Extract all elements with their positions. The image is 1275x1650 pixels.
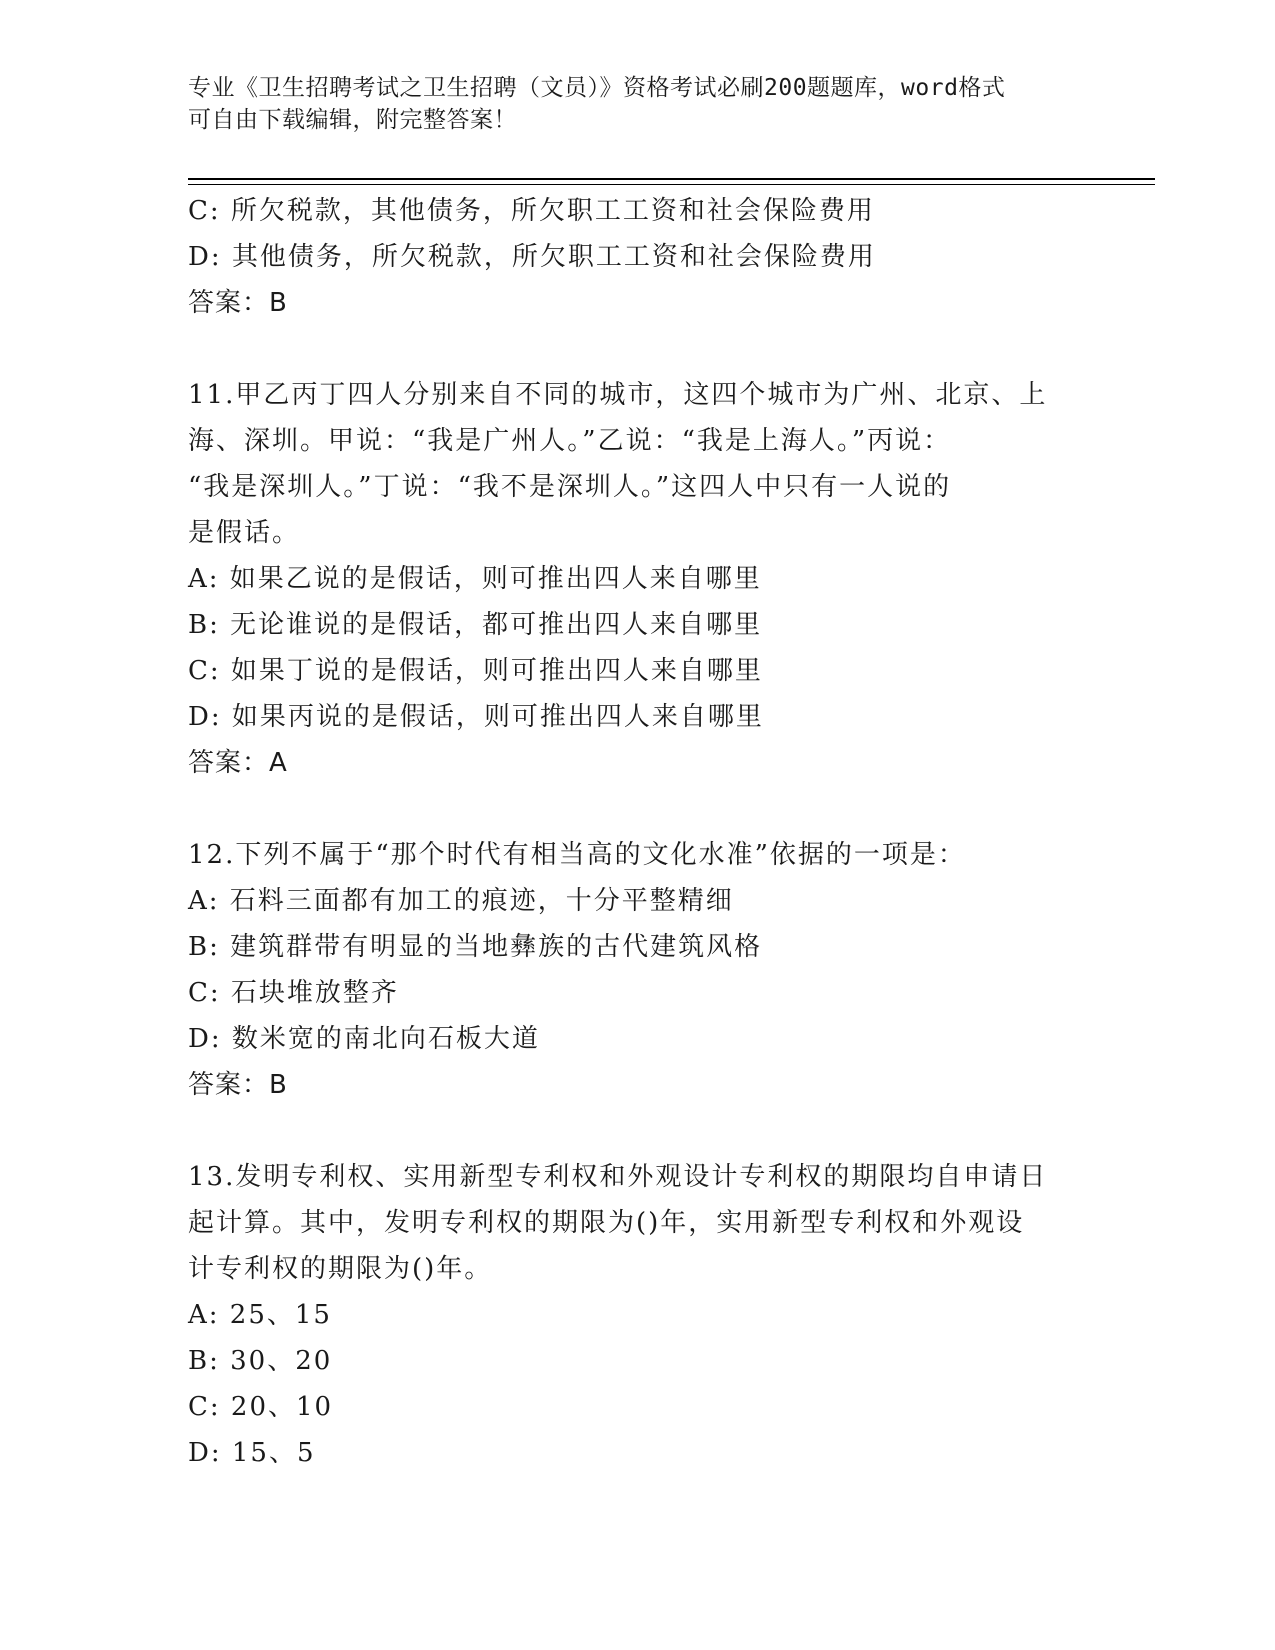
spacer	[188, 1108, 1088, 1154]
q13-option-b: B: 30、20	[188, 1346, 333, 1376]
q13-option-c: C: 20、10	[188, 1392, 334, 1422]
q10-answer: 答案：B	[188, 288, 288, 318]
q11-text-line-3: “我是深圳人。”丁说：“我不是深圳人。”这四人中只有一人说的	[188, 472, 952, 502]
q13-option-d: D: 15、5	[188, 1438, 316, 1468]
question-11	[188, 372, 1088, 786]
header-line-2: 可自由下载编辑，附完整答案！	[188, 107, 517, 133]
header-line-1: 专业《卫生招聘考试之卫生招聘（文员）》资格考试必刷200题题库，word格式	[188, 75, 1006, 101]
spacer	[188, 786, 1088, 832]
q11-text-line-1: 11.甲乙丙丁四人分别来自不同的城市，这四个城市为广州、北京、上	[188, 380, 1048, 410]
q12-text-line-1: 12.下列不属于“那个时代有相当高的文化水准”依据的一项是：	[188, 840, 966, 870]
q13-text-line-3: 计专利权的期限为()年。	[188, 1254, 493, 1284]
q10-option-d: D: 其他债务，所欠税款，所欠职工工资和社会保险费用	[188, 242, 876, 272]
question-10	[188, 188, 1088, 326]
q12-answer: 答案：B	[188, 1070, 288, 1100]
q13-text-line-1: 13.发明专利权、实用新型专利权和外观设计专利权的期限均自申请日	[188, 1162, 1048, 1192]
q13-option-a: A: 25、15	[188, 1300, 332, 1330]
q12-option-b: B: 建筑群带有明显的当地彝族的古代建筑风格	[188, 932, 763, 962]
q12-option-c: C: 石块堆放整齐	[188, 978, 399, 1008]
q12-option-a: A: 石料三面都有加工的痕迹，十分平整精细	[188, 886, 734, 916]
document-header	[188, 72, 1088, 136]
header-divider-thick	[188, 178, 1155, 180]
q11-text-line-2: 海、深圳。甲说：“我是广州人。”乙说：“我是上海人。”丙说：	[188, 426, 952, 456]
q11-answer: 答案：A	[188, 748, 288, 778]
q11-option-c: C: 如果丁说的是假话，则可推出四人来自哪里	[188, 656, 763, 686]
header-divider-thin	[188, 184, 1155, 185]
spacer	[188, 326, 1088, 372]
document-body	[188, 188, 1088, 1476]
question-13	[188, 1154, 1088, 1476]
q13-text-line-2: 起计算。其中，发明专利权的期限为()年，实用新型专利权和外观设	[188, 1208, 1025, 1238]
q10-option-c: C: 所欠税款，其他债务，所欠职工工资和社会保险费用	[188, 196, 875, 226]
q12-option-d: D: 数米宽的南北向石板大道	[188, 1024, 540, 1054]
question-12	[188, 832, 1088, 1108]
q11-text-line-4: 是假话。	[188, 518, 301, 548]
q11-option-d: D: 如果丙说的是假话，则可推出四人来自哪里	[188, 702, 764, 732]
q11-option-b: B: 无论谁说的是假话，都可推出四人来自哪里	[188, 610, 763, 640]
q11-option-a: A: 如果乙说的是假话，则可推出四人来自哪里	[188, 564, 762, 594]
